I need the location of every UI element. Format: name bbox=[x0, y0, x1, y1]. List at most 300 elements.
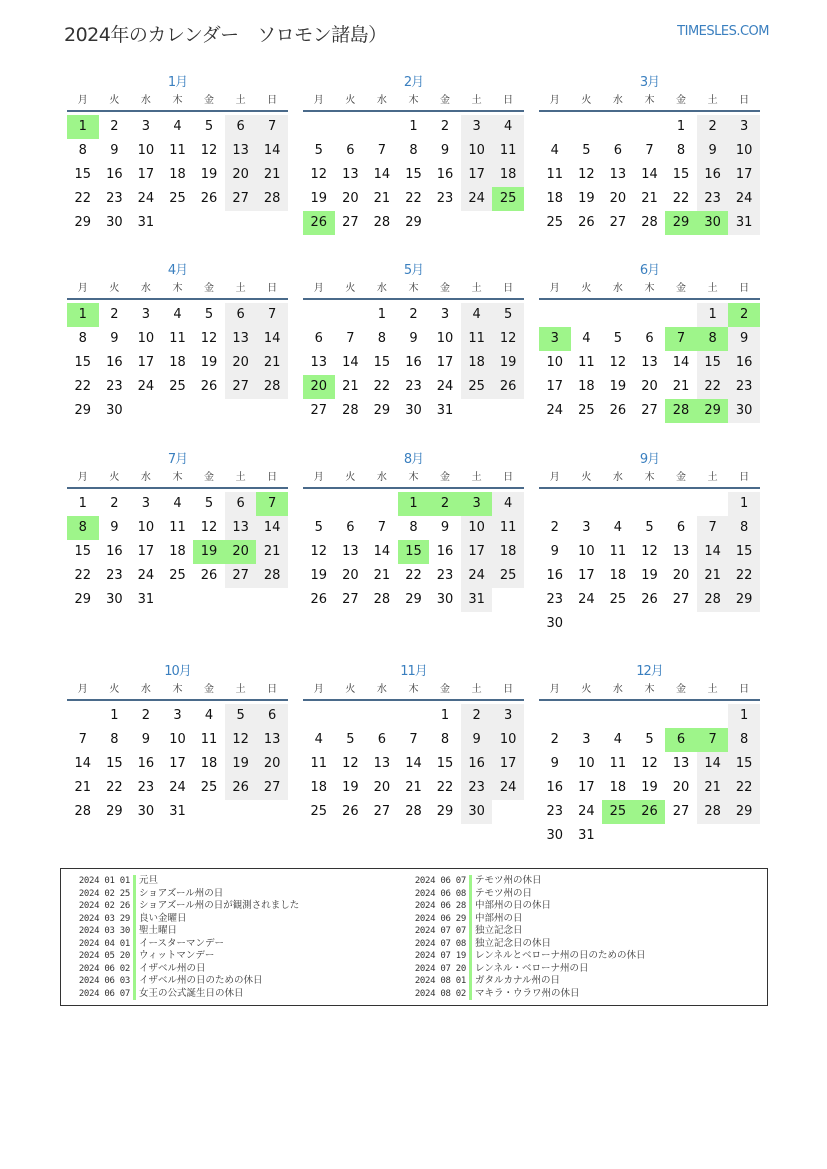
empty-day-cell bbox=[335, 492, 367, 516]
day-cell: 16 bbox=[106, 167, 123, 182]
holiday-day-cell: 7 bbox=[697, 728, 729, 752]
day-cell: 16 bbox=[106, 544, 123, 559]
day-cell: 27 bbox=[672, 592, 690, 607]
day-cell: 8 bbox=[78, 143, 87, 158]
weekend-day-cell: 20 bbox=[225, 351, 257, 375]
day-cell: 25 bbox=[546, 215, 564, 230]
empty-day-cell bbox=[492, 588, 524, 612]
holiday-date: 2024 06 07 bbox=[414, 876, 466, 886]
weekend-day-cell: 21 bbox=[256, 540, 288, 564]
empty-day-cell bbox=[303, 303, 335, 327]
day-cell: 3 bbox=[141, 307, 151, 322]
day-cell: 11 bbox=[609, 756, 627, 771]
holiday-name: 独立記念日 bbox=[475, 925, 523, 936]
holiday-marker bbox=[469, 988, 472, 1001]
day-cell: 4 bbox=[173, 119, 182, 134]
month-name: 6月 bbox=[639, 263, 660, 278]
holiday-marker bbox=[133, 888, 136, 901]
weekday-label: 水 bbox=[612, 684, 623, 695]
brand-logo[interactable]: TIMESLES.COM bbox=[677, 24, 769, 39]
day-cell: 29 bbox=[405, 215, 422, 230]
header-rule bbox=[539, 487, 760, 489]
day-cell: 22 bbox=[405, 191, 422, 206]
weekday-label: 水 bbox=[376, 472, 387, 483]
day-cell: 4 bbox=[550, 143, 559, 158]
day-cell: 1 bbox=[440, 708, 450, 723]
holiday-date: 2024 07 20 bbox=[414, 963, 466, 974]
day-cell: 13 bbox=[342, 544, 359, 559]
weekday-label: 水 bbox=[140, 684, 151, 695]
weekday-label: 水 bbox=[140, 283, 151, 294]
week-row bbox=[67, 163, 288, 187]
day-cell: 9 bbox=[440, 520, 450, 535]
weekend-day-cell: 19 bbox=[492, 351, 524, 375]
day-cell: 18 bbox=[169, 355, 186, 370]
empty-day-cell bbox=[193, 211, 225, 235]
empty-day-cell bbox=[303, 492, 335, 516]
header-rule bbox=[67, 487, 288, 489]
weekend-day-cell: 14 bbox=[697, 540, 729, 564]
week-row bbox=[67, 327, 288, 351]
day-cell: 5 bbox=[204, 496, 214, 511]
weekend-day-cell: 28 bbox=[256, 187, 288, 211]
empty-day-cell bbox=[634, 492, 666, 516]
weekend-day-cell: 28 bbox=[256, 564, 288, 588]
holiday-day-cell: 20 bbox=[225, 540, 257, 564]
day-cell: 31 bbox=[137, 592, 155, 607]
weekday-label: 木 bbox=[644, 283, 655, 294]
weekday-label: 月 bbox=[549, 283, 560, 294]
day-cell: 1 bbox=[78, 496, 87, 511]
day-cell: 16 bbox=[436, 544, 454, 559]
day-cell: 5 bbox=[582, 143, 591, 158]
weekend-day-cell: 17 bbox=[492, 752, 524, 776]
day-cell: 31 bbox=[169, 804, 186, 819]
day-cell: 21 bbox=[74, 780, 92, 795]
day-cell: 16 bbox=[137, 756, 155, 771]
week-row bbox=[303, 752, 524, 776]
day-cell: 20 bbox=[672, 780, 690, 795]
day-cell: 26 bbox=[641, 592, 658, 607]
empty-day-cell bbox=[256, 588, 288, 612]
day-cell: 19 bbox=[641, 568, 658, 583]
day-cell: 27 bbox=[672, 804, 690, 819]
weekday-header bbox=[67, 95, 288, 109]
month-name: 1月 bbox=[167, 75, 188, 90]
empty-day-cell bbox=[539, 303, 571, 327]
weekend-day-cell: 20 bbox=[256, 752, 288, 776]
empty-day-cell bbox=[303, 704, 335, 728]
day-cell: 13 bbox=[373, 756, 391, 771]
weekday-header bbox=[67, 684, 288, 698]
day-cell: 27 bbox=[342, 215, 359, 230]
day-cell: 9 bbox=[110, 331, 119, 346]
day-cell: 28 bbox=[373, 592, 391, 607]
week-row bbox=[303, 704, 524, 728]
day-cell: 8 bbox=[78, 331, 87, 346]
day-cell: 2 bbox=[550, 732, 559, 747]
day-cell: 31 bbox=[137, 215, 155, 230]
day-cell: 10 bbox=[137, 520, 155, 535]
weekday-label: 木 bbox=[644, 684, 655, 695]
weekday-label: 土 bbox=[235, 95, 246, 106]
day-cell: 24 bbox=[137, 568, 155, 583]
day-cell: 26 bbox=[578, 215, 595, 230]
empty-day-cell bbox=[697, 612, 729, 636]
week-row bbox=[539, 800, 760, 824]
week-row bbox=[67, 351, 288, 375]
weekday-header bbox=[303, 283, 524, 297]
holiday-day-cell: 8 bbox=[697, 327, 729, 351]
week-row bbox=[303, 211, 524, 235]
day-cell: 19 bbox=[310, 568, 328, 583]
week-row bbox=[539, 612, 760, 636]
empty-day-cell bbox=[634, 704, 666, 728]
weekend-day-cell: 24 bbox=[728, 187, 760, 211]
weekday-label: 水 bbox=[612, 283, 623, 294]
day-cell: 5 bbox=[204, 119, 214, 134]
holiday-legend-row bbox=[71, 950, 299, 963]
holiday-day-cell: 1 bbox=[398, 492, 430, 516]
week-row bbox=[67, 375, 288, 399]
day-cell: 4 bbox=[204, 708, 214, 723]
day-cell: 9 bbox=[409, 331, 418, 346]
day-cell: 3 bbox=[440, 307, 450, 322]
weekday-label: 月 bbox=[549, 95, 560, 106]
day-cell: 29 bbox=[74, 403, 92, 418]
empty-day-cell bbox=[303, 115, 335, 139]
holiday-legend-column-left bbox=[71, 875, 299, 1000]
day-cell: 15 bbox=[672, 167, 690, 182]
holiday-date: 2024 03 29 bbox=[78, 913, 130, 924]
empty-day-cell bbox=[461, 399, 493, 423]
holiday-legend-row bbox=[407, 925, 645, 938]
weekend-day-cell: 21 bbox=[256, 163, 288, 187]
holiday-date: 2024 07 08 bbox=[414, 938, 466, 949]
day-cell: 23 bbox=[106, 379, 123, 394]
holiday-day-cell: 2 bbox=[728, 303, 760, 327]
weekday-label: 木 bbox=[408, 283, 419, 294]
weekday-label: 土 bbox=[471, 472, 482, 483]
week-row bbox=[303, 327, 524, 351]
week-row bbox=[539, 564, 760, 588]
holiday-name: イースターマンデー bbox=[139, 937, 225, 949]
holiday-day-cell: 26 bbox=[303, 211, 335, 235]
holiday-name: ショアズール州の日 bbox=[139, 887, 224, 899]
weekend-day-cell: 15 bbox=[697, 351, 729, 375]
weekend-day-cell: 2 bbox=[697, 115, 729, 139]
day-cell: 23 bbox=[546, 804, 564, 819]
day-cell: 29 bbox=[436, 804, 454, 819]
day-cell: 3 bbox=[173, 708, 182, 723]
weekend-day-cell: 15 bbox=[728, 752, 760, 776]
holiday-date: 2024 07 07 bbox=[414, 926, 466, 936]
day-cell: 14 bbox=[405, 756, 422, 771]
weekend-day-cell: 7 bbox=[256, 115, 288, 139]
empty-day-cell bbox=[697, 492, 729, 516]
weekday-label: 木 bbox=[408, 472, 419, 483]
day-cell: 22 bbox=[74, 191, 92, 206]
weekend-day-cell: 20 bbox=[225, 163, 257, 187]
week-row bbox=[539, 704, 760, 728]
holiday-marker bbox=[133, 900, 136, 913]
weekend-day-cell: 2 bbox=[461, 704, 493, 728]
holiday-legend bbox=[60, 868, 768, 1006]
month-name: 8月 bbox=[403, 452, 424, 467]
empty-day-cell bbox=[366, 492, 398, 516]
day-cell: 7 bbox=[409, 732, 418, 747]
month-name: 12月 bbox=[636, 664, 663, 679]
day-cell: 19 bbox=[200, 355, 218, 370]
day-cell: 30 bbox=[546, 828, 564, 843]
weekend-day-cell: 10 bbox=[492, 728, 524, 752]
day-cell: 11 bbox=[169, 520, 186, 535]
day-cell: 3 bbox=[141, 119, 151, 134]
day-cell: 20 bbox=[373, 780, 391, 795]
weekend-day-cell: 26 bbox=[225, 776, 257, 800]
weekday-header bbox=[303, 684, 524, 698]
day-cell: 22 bbox=[106, 780, 123, 795]
weekend-day-cell: 3 bbox=[492, 704, 524, 728]
day-cell: 19 bbox=[578, 191, 595, 206]
day-cell: 10 bbox=[578, 756, 595, 771]
day-cell: 18 bbox=[578, 379, 595, 394]
weekend-day-cell: 14 bbox=[256, 327, 288, 351]
day-cell: 6 bbox=[676, 520, 686, 535]
empty-day-cell bbox=[492, 211, 524, 235]
holiday-name: 良い金曜日 bbox=[139, 912, 187, 924]
month-name: 4月 bbox=[167, 263, 188, 278]
weekday-label: 金 bbox=[440, 283, 451, 294]
day-cell: 2 bbox=[141, 708, 151, 723]
empty-day-cell bbox=[728, 612, 760, 636]
weekday-header bbox=[303, 95, 524, 109]
day-cell: 9 bbox=[110, 520, 119, 535]
weekday-label: 木 bbox=[172, 95, 183, 106]
week-row bbox=[67, 776, 288, 800]
holiday-marker bbox=[469, 950, 472, 963]
weekday-header bbox=[539, 684, 760, 698]
weekday-label: 金 bbox=[440, 684, 451, 695]
weekend-day-cell: 4 bbox=[492, 492, 524, 516]
empty-day-cell bbox=[335, 115, 367, 139]
week-row bbox=[539, 327, 760, 351]
day-cell: 12 bbox=[310, 544, 328, 559]
day-cell: 20 bbox=[342, 568, 359, 583]
weekend-day-cell: 4 bbox=[461, 303, 493, 327]
day-cell: 30 bbox=[405, 403, 422, 418]
empty-day-cell bbox=[602, 824, 634, 848]
week-row bbox=[67, 704, 288, 728]
day-cell: 14 bbox=[373, 544, 391, 559]
holiday-day-cell: 3 bbox=[539, 327, 571, 351]
day-cell: 17 bbox=[137, 544, 155, 559]
day-cell: 12 bbox=[200, 331, 218, 346]
empty-day-cell bbox=[193, 399, 225, 423]
month-name: 10月 bbox=[164, 664, 191, 679]
weekday-label: 月 bbox=[313, 283, 324, 294]
day-cell: 21 bbox=[373, 568, 391, 583]
day-cell: 6 bbox=[314, 331, 323, 346]
empty-day-cell bbox=[571, 303, 603, 327]
holiday-name: 元旦 bbox=[139, 875, 159, 886]
week-row bbox=[539, 824, 760, 848]
weekend-day-cell: 6 bbox=[225, 115, 257, 139]
day-cell: 12 bbox=[200, 143, 218, 158]
day-cell: 11 bbox=[200, 732, 218, 747]
holiday-day-cell: 2 bbox=[429, 492, 461, 516]
day-cell: 3 bbox=[582, 520, 591, 535]
holiday-legend-row bbox=[71, 888, 299, 901]
week-row bbox=[303, 375, 524, 399]
holiday-marker bbox=[133, 950, 136, 963]
weekday-label: 木 bbox=[172, 472, 183, 483]
day-cell: 28 bbox=[74, 804, 92, 819]
holiday-legend-row bbox=[407, 938, 645, 951]
day-cell: 9 bbox=[550, 544, 559, 559]
week-row bbox=[303, 800, 524, 824]
day-cell: 30 bbox=[106, 592, 123, 607]
holiday-date: 2024 06 08 bbox=[414, 888, 466, 899]
day-cell: 12 bbox=[578, 167, 595, 182]
weekday-header bbox=[67, 283, 288, 297]
weekend-day-cell: 6 bbox=[256, 704, 288, 728]
day-cell: 9 bbox=[550, 756, 559, 771]
holiday-legend-row bbox=[71, 963, 299, 976]
weekday-header bbox=[303, 472, 524, 486]
holiday-name: ウィットマンデー bbox=[139, 950, 215, 961]
day-cell: 19 bbox=[310, 191, 328, 206]
weekend-day-cell: 4 bbox=[492, 115, 524, 139]
weekday-label: 金 bbox=[676, 283, 687, 294]
weekend-day-cell: 27 bbox=[225, 187, 257, 211]
empty-day-cell bbox=[539, 492, 571, 516]
weekday-label: 月 bbox=[313, 472, 324, 483]
empty-day-cell bbox=[634, 612, 666, 636]
day-cell: 26 bbox=[609, 403, 627, 418]
weekend-day-cell: 14 bbox=[256, 516, 288, 540]
weekday-label: 木 bbox=[172, 684, 183, 695]
empty-day-cell bbox=[492, 399, 524, 423]
weekend-day-cell: 18 bbox=[492, 163, 524, 187]
holiday-legend-row bbox=[71, 975, 299, 988]
day-cell: 5 bbox=[645, 520, 654, 535]
weekend-day-cell: 26 bbox=[492, 375, 524, 399]
weekday-label: 火 bbox=[345, 95, 356, 106]
weekend-day-cell: 30 bbox=[461, 800, 493, 824]
empty-day-cell bbox=[492, 800, 524, 824]
day-cell: 13 bbox=[310, 355, 328, 370]
holiday-legend-row bbox=[71, 988, 299, 1001]
holiday-marker bbox=[133, 913, 136, 926]
holiday-legend-row bbox=[407, 875, 645, 888]
weekend-day-cell: 15 bbox=[728, 540, 760, 564]
day-cell: 21 bbox=[405, 780, 422, 795]
weekend-day-cell: 28 bbox=[697, 588, 729, 612]
week-row bbox=[303, 351, 524, 375]
weekend-day-cell: 29 bbox=[728, 800, 760, 824]
week-row bbox=[67, 588, 288, 612]
weekday-label: 水 bbox=[140, 472, 151, 483]
empty-day-cell bbox=[634, 824, 666, 848]
day-cell: 29 bbox=[373, 403, 391, 418]
day-cell: 7 bbox=[346, 331, 355, 346]
day-cell: 10 bbox=[169, 732, 186, 747]
day-cell: 12 bbox=[342, 756, 359, 771]
day-cell: 5 bbox=[204, 307, 214, 322]
weekday-label: 火 bbox=[109, 283, 120, 294]
day-cell: 22 bbox=[74, 379, 92, 394]
weekday-label: 金 bbox=[204, 472, 215, 483]
day-cell: 11 bbox=[310, 756, 328, 771]
empty-day-cell bbox=[225, 588, 257, 612]
day-cell: 10 bbox=[137, 331, 155, 346]
weekend-day-cell: 5 bbox=[225, 704, 257, 728]
week-row bbox=[303, 588, 524, 612]
weekday-label: 金 bbox=[676, 684, 687, 695]
holiday-day-cell: 28 bbox=[665, 399, 697, 423]
day-cell: 25 bbox=[609, 592, 627, 607]
holiday-day-cell: 3 bbox=[461, 492, 493, 516]
holiday-name: ガタルカナル州の日 bbox=[475, 975, 561, 986]
day-cell: 25 bbox=[578, 403, 595, 418]
holiday-date: 2024 06 03 bbox=[78, 976, 130, 986]
day-cell: 6 bbox=[346, 143, 355, 158]
holiday-marker bbox=[469, 913, 472, 926]
day-cell: 18 bbox=[609, 568, 627, 583]
day-cell: 18 bbox=[169, 544, 186, 559]
month-block bbox=[539, 261, 760, 423]
weekend-day-cell: 14 bbox=[256, 139, 288, 163]
weekday-header bbox=[539, 283, 760, 297]
holiday-date: 2024 06 02 bbox=[78, 963, 130, 974]
day-cell: 23 bbox=[106, 191, 123, 206]
day-cell: 28 bbox=[342, 403, 359, 418]
day-cell: 14 bbox=[641, 167, 658, 182]
week-row bbox=[539, 303, 760, 327]
holiday-legend-row bbox=[407, 950, 645, 963]
weekday-label: 土 bbox=[471, 283, 482, 294]
day-cell: 23 bbox=[405, 379, 422, 394]
holiday-legend-row bbox=[407, 888, 645, 901]
week-row bbox=[67, 399, 288, 423]
weekday-label: 金 bbox=[440, 95, 451, 106]
day-cell: 2 bbox=[440, 119, 450, 134]
week-row bbox=[303, 728, 524, 752]
day-cell: 22 bbox=[436, 780, 454, 795]
day-cell: 2 bbox=[110, 119, 119, 134]
empty-day-cell bbox=[130, 399, 162, 423]
empty-day-cell bbox=[366, 115, 398, 139]
empty-day-cell bbox=[461, 211, 493, 235]
day-cell: 16 bbox=[546, 780, 564, 795]
day-cell: 18 bbox=[609, 780, 627, 795]
day-cell: 7 bbox=[377, 143, 387, 158]
day-cell: 26 bbox=[200, 568, 218, 583]
weekend-day-cell: 13 bbox=[225, 327, 257, 351]
weekend-day-cell: 9 bbox=[697, 139, 729, 163]
weekend-day-cell: 16 bbox=[728, 351, 760, 375]
day-cell: 23 bbox=[546, 592, 564, 607]
day-cell: 16 bbox=[546, 568, 564, 583]
week-row bbox=[539, 540, 760, 564]
day-cell: 29 bbox=[106, 804, 123, 819]
day-cell: 19 bbox=[609, 379, 627, 394]
weekday-label: 水 bbox=[376, 283, 387, 294]
day-cell: 12 bbox=[609, 355, 627, 370]
day-cell: 19 bbox=[641, 780, 658, 795]
day-cell: 17 bbox=[436, 355, 454, 370]
